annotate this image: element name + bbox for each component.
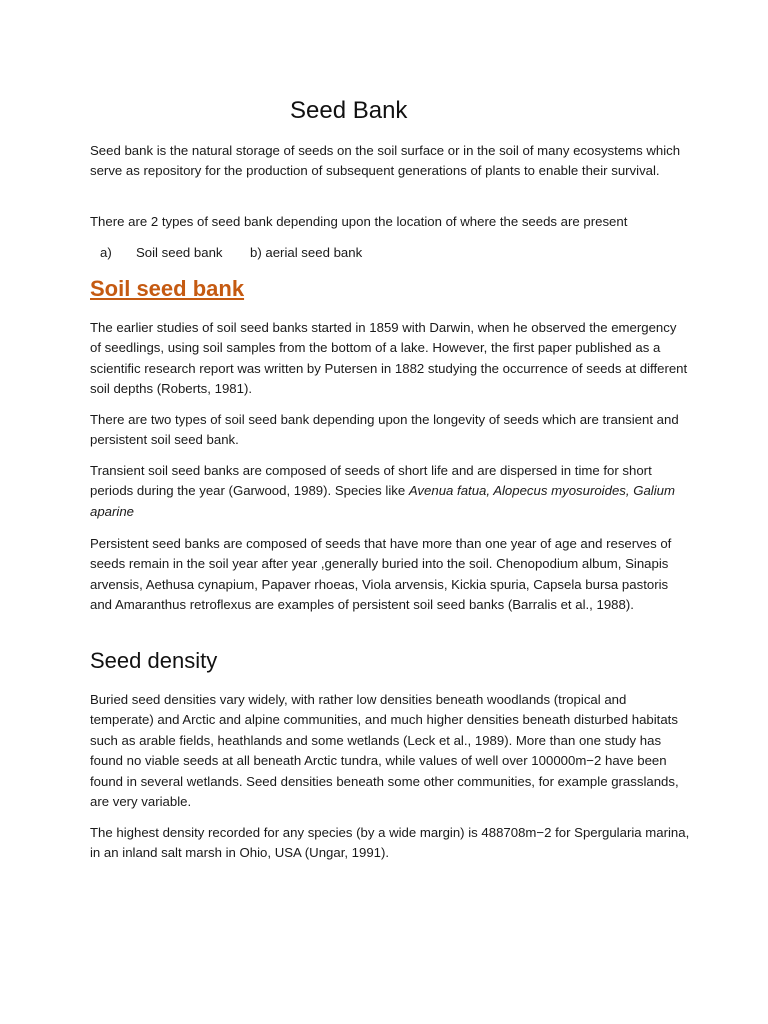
seed-bank-types-list [100, 243, 362, 263]
intro-paragraph-2: There are 2 types of seed bank depending upon the location of where the seeds are present [90, 214, 628, 229]
density-paragraph-2: The highest density recorded for any species (by a wide margin) is 488708m−2 for Spergularia marina, in an inland salt marsh in Ohio, USA (Ungar, 1991). [90, 825, 690, 861]
list-item-soil-seed-bank: Soil seed bank [136, 245, 223, 260]
soil-paragraph-3 [90, 461, 690, 522]
page-title: Seed Bank [290, 97, 408, 124]
species-italic: Avenua fatua, Alopecus myosuroides, Galium aparine [90, 483, 675, 519]
intro-paragraph-1: Seed bank is the natural storage of seeds on the soil surface or in the soil of many ecosystems which serve as repository for the production of subsequent generations of plants to enable their survival. [90, 143, 681, 179]
heading-soil-seed-bank: Soil seed bank [90, 276, 245, 301]
soil-paragraph-3-text: Transient soil seed banks are composed of seeds of short life and are dispersed in time for short periods during the year (Garwood, 1989). Species like [90, 463, 652, 499]
density-paragraph-1: Buried seed densities vary widely, with rather low densities beneath woodlands (tropical and temperate) and Arctic and alpine communities, and much higher densities beneath disturbed habitats such as arable fields, heathlands and some wetlands (Leck et al., 1989). More than one study has found no viable seeds at all beneath Arctic tundra, while values of well over 100000m−2 have been found in several wetlands. Seed densities beneath some other communities, for example grasslands, are very variable. [90, 692, 679, 810]
soil-paragraph-1: The earlier studies of soil seed banks started in 1859 with Darwin, when he observed the emergency of seedlings, using soil samples from the bottom of a lake. However, the first paper published as a scientific research report was written by Putersen in 1882 studying the occurrence of seeds at different soil depths (Roberts, 1981). [90, 320, 688, 397]
list-item-aerial-seed-bank: b) aerial seed bank [250, 245, 363, 260]
soil-paragraph-2: There are two types of soil seed bank depending upon the longevity of seeds which are transient and persistent soil seed bank. [90, 412, 679, 448]
soil-paragraph-4: Persistent seed banks are composed of seeds that have more than one year of age and reserves of seeds remain in the soil year after year ,generally buried into the soil. Chenopodium album, Sinapis arvensis, Aethusa cynapium, Papaver rhoeas, Viola arvensis, Kickia spuria, Capsela bursa pastoris and Amaranthus retroflexus are examples of persistent soil seed banks (Barralis et al., 1988). [90, 536, 672, 613]
heading-seed-density: Seed density [90, 648, 218, 673]
list-marker-a: a) [100, 245, 112, 260]
